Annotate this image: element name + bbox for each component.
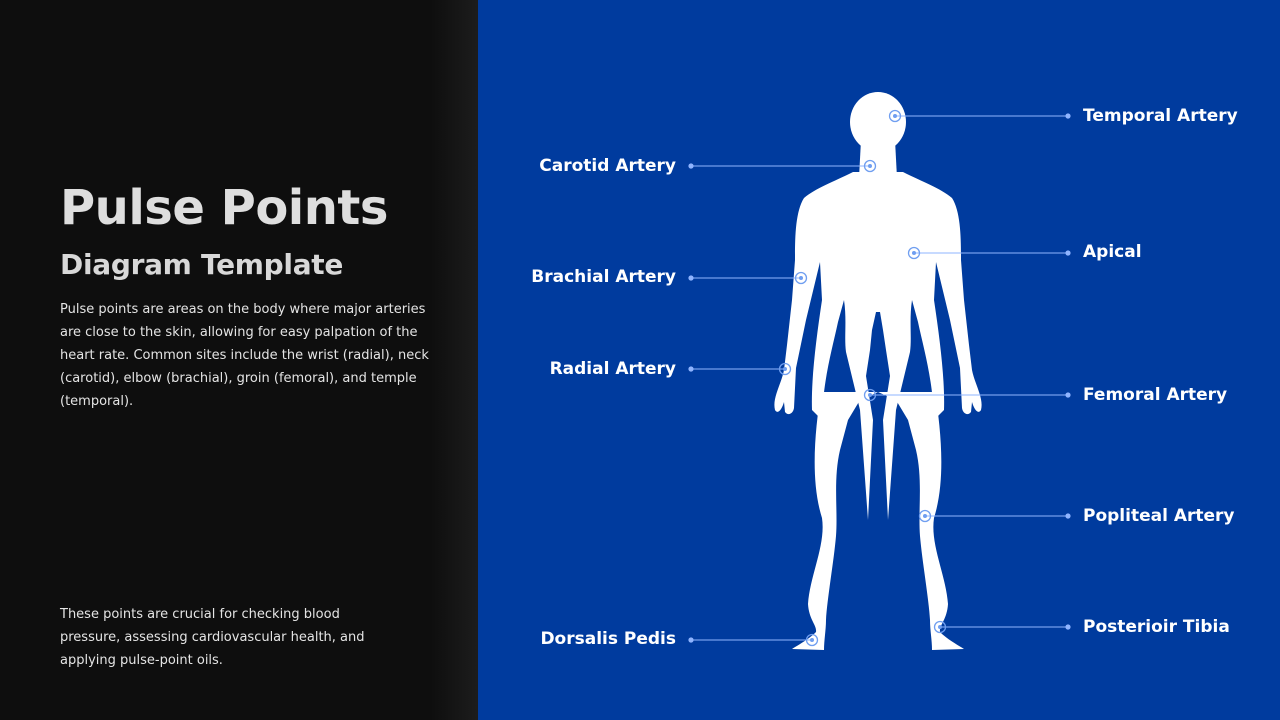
- body-torso: [774, 172, 981, 520]
- temporal-end-dot: [1065, 113, 1070, 118]
- label-femoral-artery: Femoral Artery: [1083, 385, 1228, 405]
- label-popliteal-artery: Popliteal Artery: [1083, 506, 1235, 526]
- brachial-end-dot: [688, 275, 693, 280]
- body-legs: [792, 392, 964, 650]
- apical-end-dot: [1065, 250, 1070, 255]
- description-text: Pulse points are areas on the body where major arteries are close to the skin, allowing for easy palpation of the heart rate. Common sites include the wrist (radial), neck (carotid), elbow (brachial), groin (femoral), and temple (temporal).: [60, 302, 429, 409]
- label-brachial-artery: Brachial Artery: [531, 267, 676, 287]
- carotid-end-dot: [688, 163, 693, 168]
- label-radial-artery: Radial Artery: [549, 359, 676, 379]
- dorsalis-pedis-end-dot: [688, 637, 693, 642]
- label-apical: Apical: [1083, 242, 1142, 262]
- human-body-silhouette: [774, 92, 981, 650]
- page-title: Pulse Points: [60, 180, 388, 236]
- femoral-end-dot: [1065, 392, 1070, 397]
- page-subtitle: Diagram Template: [60, 248, 344, 281]
- radial-end-dot: [688, 366, 693, 371]
- description-text-secondary: These points are crucial for checking blood pressure, assessing cardiovascular health, and applying pulse-point oils.: [60, 607, 365, 668]
- label-carotid-artery: Carotid Artery: [539, 156, 676, 176]
- label-temporal-artery: Temporal Artery: [1083, 106, 1238, 126]
- popliteal-end-dot: [1065, 513, 1070, 518]
- posterior-tibia-end-dot: [1065, 624, 1070, 629]
- label-posterior-tibia: Posterioir Tibia: [1083, 617, 1230, 637]
- label-dorsalis-pedis: Dorsalis Pedis: [540, 629, 676, 649]
- panel-divider-shadow: [430, 0, 478, 720]
- diagram-panel: [478, 0, 1280, 720]
